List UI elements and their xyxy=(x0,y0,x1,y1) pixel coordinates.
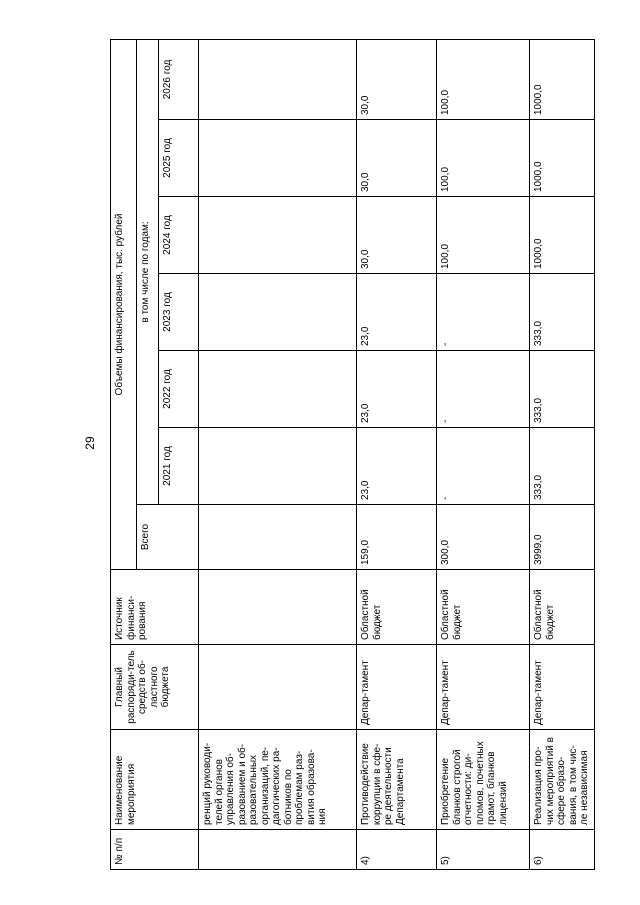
cell-year: 23,0 xyxy=(357,274,437,351)
cell-name: Приобретение бланков строгой отчетности: ди-пломов, почетных грамот, бланков лицензий xyxy=(437,730,530,830)
cell-year: 23,0 xyxy=(357,428,437,505)
cell-year: 30,0 xyxy=(357,197,437,274)
header-year: 2025 год xyxy=(159,120,199,197)
cell-manager: Депар-тамент xyxy=(437,645,530,730)
header-source: Источник финанси-рования xyxy=(111,570,199,645)
table-row xyxy=(199,39,357,869)
cell-manager xyxy=(199,645,357,730)
cell-year: 100,0 xyxy=(437,120,530,197)
header-num: № п/п xyxy=(111,830,199,870)
cell-source: Областной бюджет xyxy=(530,570,595,645)
cell-num: 4) xyxy=(357,830,437,870)
cell-year xyxy=(199,197,357,274)
cell-manager: Депар-тамент xyxy=(530,645,595,730)
cell-name: ренций руководи-телей органов управления об-разованием и об-разовательных организаций, пе-дагогических ра-ботников по проблемам раз-вития образова-ния xyxy=(199,730,357,830)
cell-year: 30,0 xyxy=(357,39,437,119)
header-year: 2022 год xyxy=(159,351,199,428)
header-year: 2026 год xyxy=(159,39,199,119)
header-by-years: в том числе по годам: xyxy=(137,39,159,504)
header-total: Всего xyxy=(137,505,199,570)
cell-name: Противодействие коррупции в сфе-ре деятельности Департамента xyxy=(357,730,437,830)
cell-year: 333,0 xyxy=(530,351,595,428)
cell-year xyxy=(199,274,357,351)
header-year: 2024 год xyxy=(159,197,199,274)
cell-total xyxy=(199,505,357,570)
cell-manager: Депар-тамент xyxy=(357,645,437,730)
cell-num xyxy=(199,830,357,870)
header-name: Наименование мероприятия xyxy=(111,730,199,830)
cell-name: Реализация про-чих мероприятий в сфере образо-вания, в том чис-ле независимая xyxy=(530,730,595,830)
header-manager: Главный распоряди-тель средств об-ластного бюджета xyxy=(111,645,199,730)
cell-year: 333,0 xyxy=(530,274,595,351)
header-year: 2021 год xyxy=(159,428,199,505)
cell-year: - xyxy=(437,428,530,505)
cell-source xyxy=(199,570,357,645)
cell-year: 100,0 xyxy=(437,39,530,119)
financing-table xyxy=(110,39,595,870)
cell-year: 1000,0 xyxy=(530,39,595,119)
table-row xyxy=(437,39,530,869)
cell-source: Областной бюджет xyxy=(437,570,530,645)
cell-year: 30,0 xyxy=(357,120,437,197)
cell-total: 159,0 xyxy=(357,505,437,570)
cell-total: 300,0 xyxy=(437,505,530,570)
cell-year: 23,0 xyxy=(357,351,437,428)
page-number: 29 xyxy=(83,436,97,450)
cell-year: - xyxy=(437,274,530,351)
table-row xyxy=(357,39,437,869)
table-row xyxy=(530,39,595,869)
header-year: 2023 год xyxy=(159,274,199,351)
rotated-table-sheet xyxy=(110,40,594,870)
header-volumes: Объемы финансирования, тыс. рублей xyxy=(111,39,137,569)
cell-year: 1000,0 xyxy=(530,120,595,197)
cell-num: 6) xyxy=(530,830,595,870)
cell-total: 3999,0 xyxy=(530,505,595,570)
cell-year xyxy=(199,39,357,119)
cell-year xyxy=(199,351,357,428)
cell-source: Областной бюджет xyxy=(357,570,437,645)
cell-year: 100,0 xyxy=(437,197,530,274)
cell-year: 333,0 xyxy=(530,428,595,505)
cell-year xyxy=(199,120,357,197)
cell-year: - xyxy=(437,351,530,428)
cell-year: 1000,0 xyxy=(530,197,595,274)
cell-num: 5) xyxy=(437,830,530,870)
cell-year xyxy=(199,428,357,505)
